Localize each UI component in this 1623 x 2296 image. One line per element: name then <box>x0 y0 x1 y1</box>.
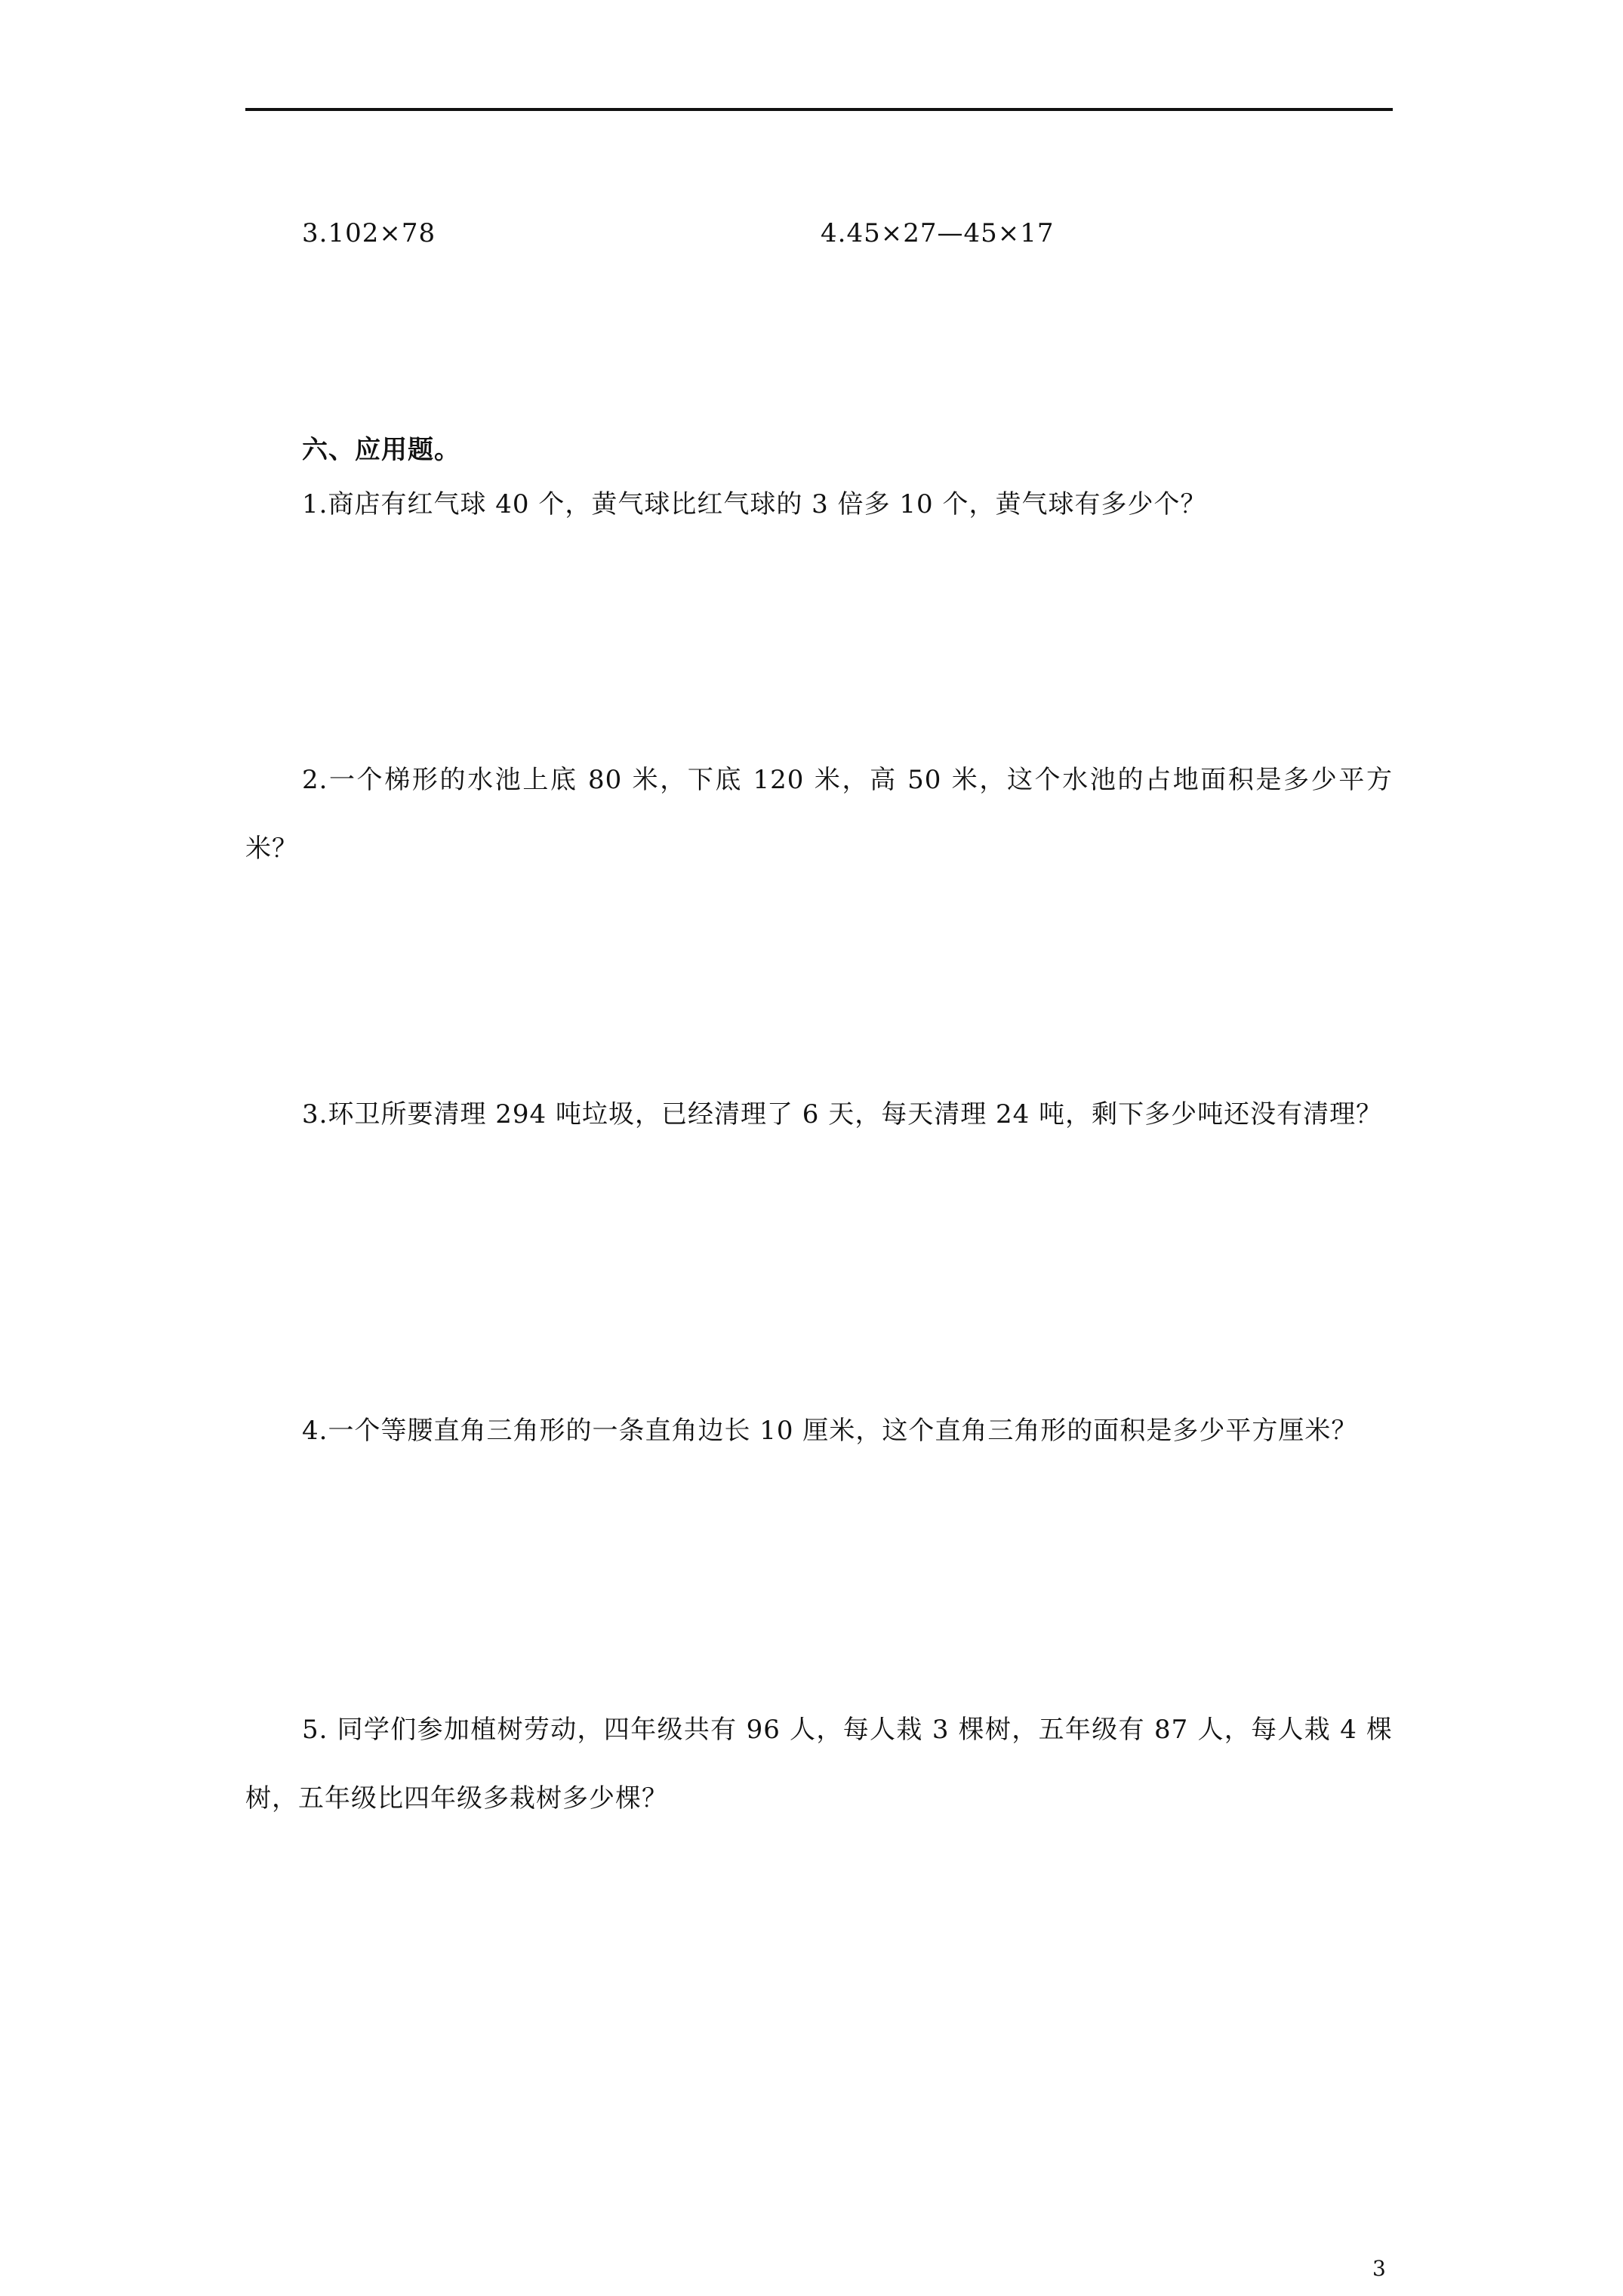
question-5: 5. 同学们参加植树劳动，四年级共有 96 人，每人栽 3 棵树，五年级有 87 人，每人栽 4 棵树，五年级比四年级多栽树多少棵？ <box>245 1715 1393 1814</box>
question-2: 2.一个梯形的水池上底 80 米，下底 120 米，高 50 米，这个水池的占地面积是多少平方米？ <box>245 765 1393 864</box>
question-4: 4.一个等腰直角三角形的一条直角边长 10 厘米，这个直角三角形的面积是多少平方厘米？ <box>302 1416 1358 1446</box>
calculation-item-3: 3.102×78 <box>302 218 436 248</box>
header-rule <box>245 108 1393 111</box>
section-heading: 六、应用题。 <box>302 435 460 465</box>
question-3: 3.环卫所要清理 294 吨垃圾，已经清理了 6 天，每天清理 24 吨，剩下多少吨还没有清理？ <box>302 1099 1383 1130</box>
calculation-item-4: 4.45×27—45×17 <box>821 218 1055 248</box>
question-1: 1.商店有红气球 40 个，黄气球比红气球的 3 倍多 10 个，黄气球有多少个？ <box>302 489 1207 519</box>
page-number: 3 <box>1372 2256 1386 2281</box>
